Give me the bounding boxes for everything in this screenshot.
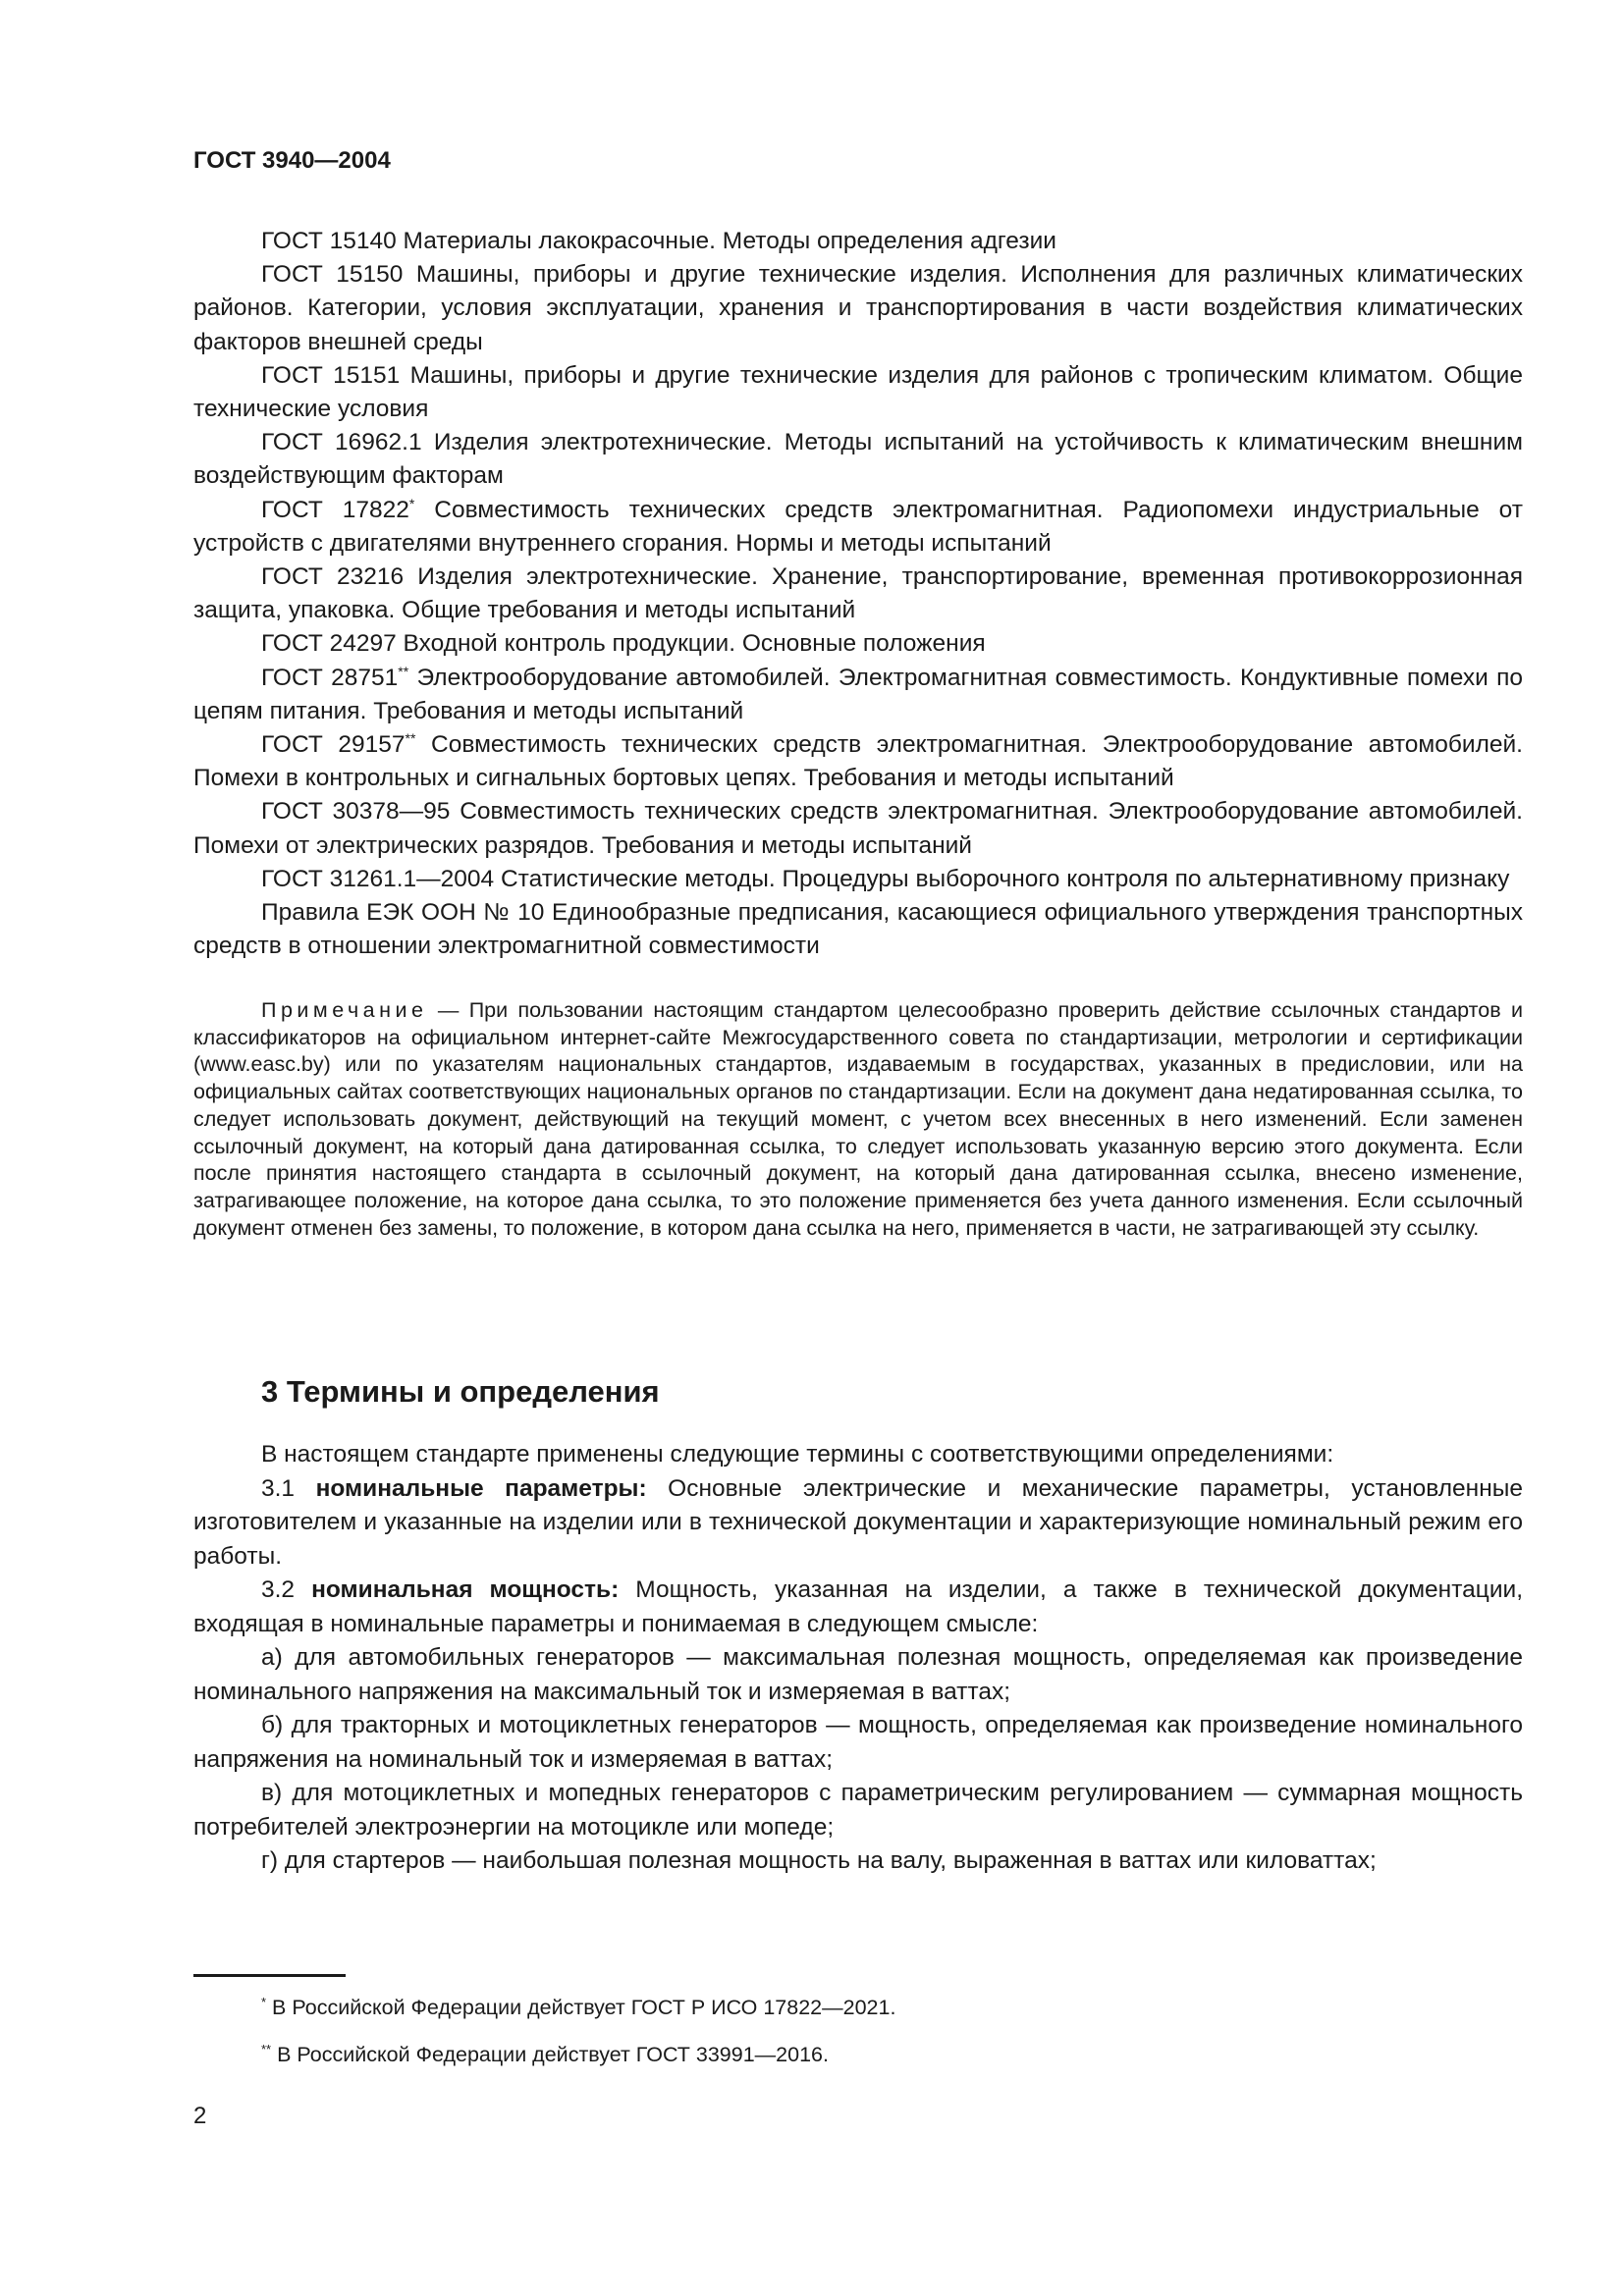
reference-item: ГОСТ 15140 Материалы лакокрасочные. Методы определения адгезии (261, 228, 1056, 254)
reference-title: Совместимость технических средств электромагнитная. Электрооборудование автомобилей. Помехи в контрольных и сигнальных бортовых цепях. Требования и методы испытаний (193, 731, 1523, 792)
reference-title: Электрооборудование автомобилей. Электромагнитная совместимость. Кондуктивные помехи по цепям питания. Требования и методы испытаний (193, 664, 1523, 724)
term-text: Основные электрические и механические параметры, установленные изготовителем и указанные на изделии или в технической документации и характеризующие номинальный режим его работы. (193, 1474, 1523, 1570)
reference-item: ГОСТ 15150 Машины, приборы и другие технические изделия. Исполнения для различных климатических районов. Категории, условия эксплуатации, хранения и транспортирования в части воздействия климатических факторов внешней среды (193, 261, 1523, 355)
term-name: номинальные параметры: (315, 1474, 647, 1502)
reference-item (193, 728, 1523, 795)
list-item: б) для тракторных и мотоциклетных генераторов — мощность, определяемая как произведение номинального напряжения на номинальный ток и измеряемая в ваттах; (193, 1712, 1523, 1773)
footnote-marker: * (408, 495, 415, 511)
footnote-marker: ** (405, 729, 416, 746)
reference-item: ГОСТ 23216 Изделия электротехнические. Хранение, транспортирование, временная противокоррозионная защита, упаковка. Общие требования и методы испытаний (193, 563, 1523, 624)
reference-code: ГОСТ 28751 (261, 664, 399, 691)
section-body (193, 1438, 1523, 1879)
reference-item: ГОСТ 31261.1—2004 Статистические методы. Процедуры выборочного контроля по альтернативному признаку (261, 865, 1510, 892)
normative-references (193, 225, 1523, 963)
page-number: 2 (193, 2103, 207, 2129)
footnote (261, 1984, 895, 2031)
term-number: 3.1 (261, 1474, 316, 1502)
term-text: Мощность, указанная на изделии, а также в технической документации, входящая в номинальные параметры и понимаемая в следующем смысле: (193, 1576, 1523, 1637)
footnote-marker: ** (398, 663, 409, 679)
footnote-marker: * (261, 1994, 267, 2009)
document-header: ГОСТ 3940—2004 (193, 147, 391, 174)
reference-item: ГОСТ 30378—95 Совместимость технических средств электромагнитная. Электрооборудование автомобилей. Помехи от электрических разрядов. Требования и методы испытаний (193, 798, 1523, 859)
reference-item: ГОСТ 15151 Машины, приборы и другие технические изделия для районов с тропическим климатом. Общие технические условия (193, 361, 1523, 423)
list-item: а) для автомобильных генераторов — максимальная полезная мощность, определяемая как произведение номинального напряжения на максимальный ток и измеряемая в ваттах; (193, 1644, 1523, 1705)
note-paragraph (193, 997, 1523, 1242)
reference-item: ГОСТ 24297 Входной контроль продукции. Основные положения (261, 630, 986, 658)
reference-title: Совместимость технических средств электромагнитная. Радиопомехи индустриальные от устройств с двигателями внутреннего сгорания. Нормы и методы испытаний (193, 496, 1523, 557)
term-name: номинальная мощность: (311, 1576, 620, 1603)
reference-item: ГОСТ 16962.1 Изделия электротехнические. Методы испытаний на устойчивость к климатическим внешним воздействующим факторам (193, 429, 1523, 490)
reference-code: ГОСТ 17822 (261, 496, 409, 523)
reference-item (193, 494, 1523, 561)
footnotes (261, 1984, 895, 2078)
section-intro: В настоящем стандарте применены следующие термины с соответствующими определениями: (261, 1441, 1334, 1468)
section-title: 3 Термины и определения (261, 1374, 660, 1409)
reference-item: Правила ЕЭК ООН № 10 Единообразные предписания, касающиеся официального утверждения транспортных средств в отношении электромагнитной совместимости (193, 899, 1523, 960)
footnote-text: В Российской Федерации действует ГОСТ Р ИСО 17822—2021. (266, 1996, 896, 2019)
footnote-separator (193, 1974, 346, 1977)
note-text: — При пользовании настоящим стандартом целесообразно проверить действие ссылочных стандартов и классификаторов на официальном интернет-сайте Межгосударственного совета по стандартизации, метрологии и сертификации (www.easc.by) или по указателям национальных стандартов, издаваемым в государствах, указанных в предисловии, или на официальных сайтах соответствующих национальных органов по стандартизации. Если на документ дана недатированная ссылка, то следует использовать документ, действующий на текущий момент, с учетом всех внесенных в него изменений. Если заменен ссылочный документ, на который дана датированная ссылка, то следует использовать указанную версию этого документа. Если после принятия настоящего стандарта в ссылочный документ, на который дана датированная ссылка, внесено изменение, затрагивающее положение, на которое дана ссылка, то это положение применяется без учета данного изменения. Если ссылочный документ отменен без замены, то положение, в котором дана ссылка на него, применяется в части, не затрагивающей эту ссылку. (193, 998, 1523, 1240)
footnote-marker: ** (261, 2041, 272, 2056)
list-item: г) для стартеров — наибольшая полезная мощность на валу, выраженная в ваттах или киловаттах; (261, 1847, 1377, 1874)
term-definition (193, 1574, 1523, 1641)
footnote-text: В Российской Федерации действует ГОСТ 33991—2016. (271, 2043, 829, 2066)
list-item: в) для мотоциклетных и мопедных генераторов с параметрическим регулированием — суммарная мощность потребителей электроэнергии на мотоцикле или мопеде; (193, 1780, 1523, 1841)
reference-code: ГОСТ 29157 (261, 731, 406, 759)
note-label: Примечание (261, 998, 428, 1022)
reference-item (193, 662, 1523, 728)
term-definition (193, 1472, 1523, 1575)
term-number: 3.2 (261, 1576, 312, 1603)
footnote (261, 2031, 895, 2078)
